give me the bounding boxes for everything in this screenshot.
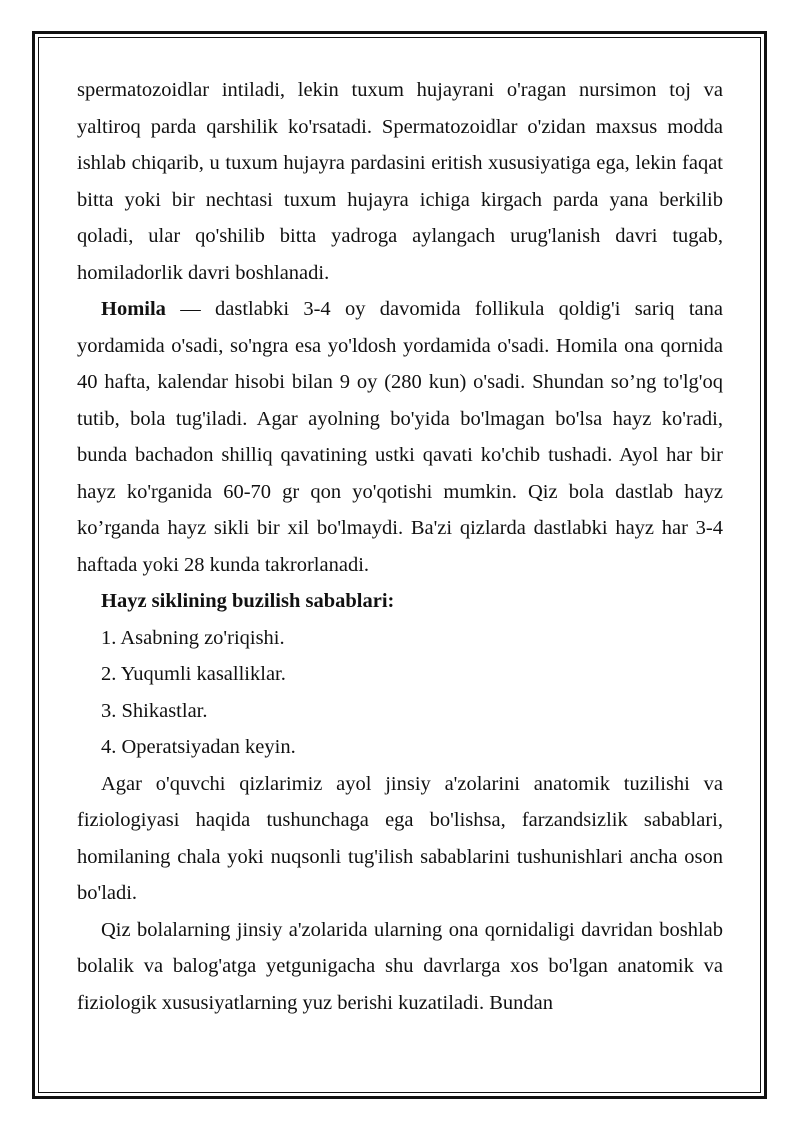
paragraph-girls-knowledge: Agar o'quvchi qizlarimiz ayol jinsiy a'zolarini anatomik tuzilishi va fiziologiyasi haqida tushunchaga ega bo'lishsa, farzandsizlik sabablari, homilaning chala yoki nuqsonli tug'ilish sabablarini tushunishlari ancha oson bo'ladi.: [77, 772, 723, 904]
document-body: [77, 72, 723, 1021]
term-homila: Homila: [101, 298, 166, 320]
list-item: 1. Asabning zo'riqishi.: [101, 626, 285, 649]
causes-heading-text: Hayz siklining buzilish sabablari:: [101, 590, 395, 612]
list-item: 2. Yuqumli kasalliklar.: [101, 663, 286, 685]
paragraph-fertilization: spermatozoidlar intiladi, lekin tuxum hujayrani o'ragan nursimon toj va yaltiroq parda qarshilik ko'rsatadi. Spermatozoidlar o'zidan maxsus modda ishlab chiqarib, u tuxum hujayra pardasini eritish xususiyatiga ega, lekin faqat bitta yoki bir nechtasi tuxum hujayra ichiga kirgach parda yana berkilib qoladi, ular qo'shilib bitta yadroga aylangach urug'lanish davri tugab, homiladorlik davri boshlanadi.: [77, 79, 723, 284]
paragraph-development: Qiz bolalarning jinsiy a'zolarida ularning ona qornidaligi davridan boshlab bolalik va balog'atga yetgunigacha shu davrlarga xos bo'lgan anatomik va fiziologik xususiyatlarning yuz berishi kuzatiladi. Bundan: [77, 918, 723, 1014]
paragraph-fetus: [77, 291, 723, 583]
list-item: 4. Operatsiyadan keyin.: [101, 736, 296, 758]
list-item: 3. Shikastlar.: [101, 699, 208, 722]
paragraph-fetus-text: — dastlabki 3-4 oy davomida follikula qoldig'i sariq tana yordamida o'sadi, so'ngra esa yo'ldosh yordamida o'sadi. Homila ona qornida 40 hafta, kalendar hisobi bilan 9 oy (280 kun) o'sadi. Shundan so’ng to'lg'oq tutib, bola tug'iladi. Agar ayolning bo'yida bo'lmagan bo'lsa hayz ko'radi, bunda bachadon shilliq qavatining ustki qavati ko'chib tushadi. Ayol har bir hayz ko'rganida 60-70 gr qon yo'qotishi mumkin. Qiz bola dastlab hayz ko’rganda hayz sikli bir xil bo'lmaydi. Ba'zi qizlarda dastlabki hayz har 3-4 haftada yoki 28 kunda takrorlanadi.: [77, 298, 723, 576]
causes-heading: [77, 583, 723, 620]
